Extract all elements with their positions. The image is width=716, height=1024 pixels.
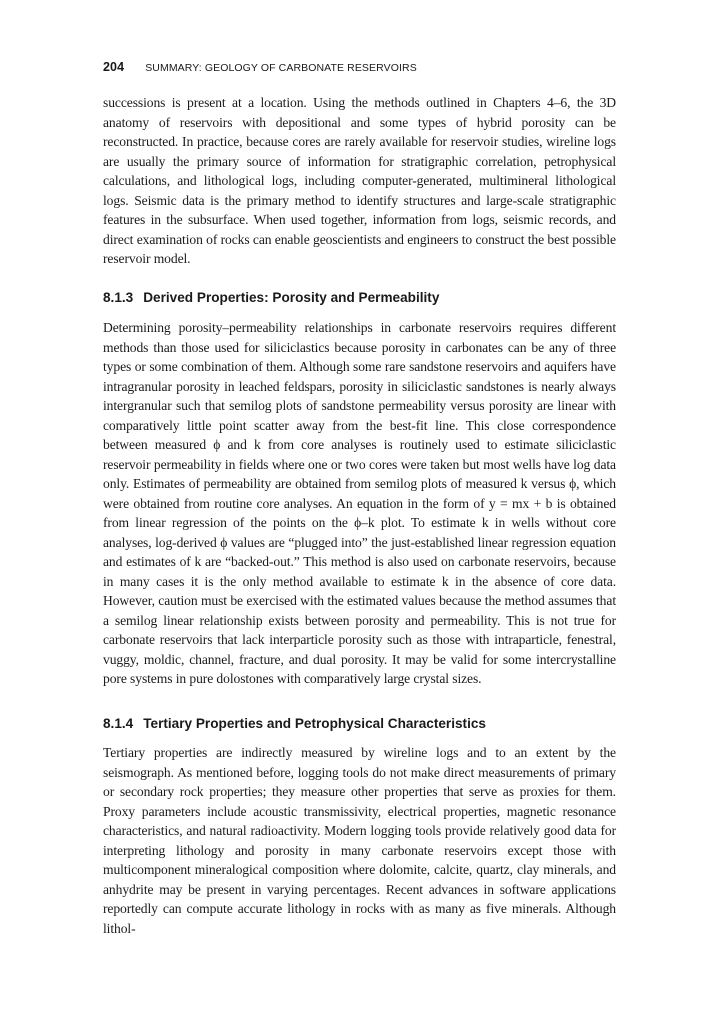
running-header [103, 60, 616, 74]
body-text-block [103, 743, 616, 938]
section-title: Tertiary Properties and Petrophysical Characteristics [143, 716, 486, 731]
running-title: SUMMARY: GEOLOGY OF CARBONATE RESERVOIRS [145, 62, 417, 74]
paragraph-porosity-permeability: Determining porosity–permeability relationships in carbonate reservoirs requires different methods than those used for siliciclastics because porosity in carbonates can be any of three types or some combination of them. Although some rare sandstone reservoirs and aquifers have intragranular porosity in leached feldspars, porosity in siliciclastic sandstones is nearly always intergranular such that semilog plots of sandstone permeability versus porosity are linear with comparatively little point scatter away from the best-fit line. This close correspondence between measured ϕ and k from core analyses is routinely used to estimate siliciclastic reservoir permeability in fields where one or two cores were taken but most wells have log data only. Estimates of permeability are obtained from semilog plots of measured k versus ϕ, which were obtained from routine core analyses. An equation in the form of y = mx + b is obtained from linear regression of the points on the ϕ–k plot. To estimate k in wells without core analyses, log-derived ϕ values are “plugged into” the just-established linear regression equation and estimates of k are “backed-out.” This method is also used on carbonate reservoirs, because in many cases it is the only method available to estimate k in the absence of core data. However, caution must be exercised with the estimated values because the method assumes that a semilog linear relationship exists between porosity and permeability. This is not true for carbonate reservoirs that lack interparticle porosity such as those with intraparticle, fenestral, vuggy, moldic, channel, fracture, and dual porosity. It may be valid for some intercrystalline pore systems in pure dolostones with comparatively large crystal sizes. [103, 320, 616, 686]
paragraph-continuation: successions is present at a location. Using the methods outlined in Chapters 4–6, the 3D anatomy of reservoirs with depositional and some types of hybrid porosity can be reconstructed. In practice, because cores are rarely available for reservoir studies, wireline logs are usually the primary source of information for stratigraphic correlation, petrophysical calculations, and lithological logs, including computer-generated, multimineral lithological logs. Seismic data is the primary method to identify structures and large-scale stratigraphic features in the subsurface. When used together, information from logs, seismic records, and direct examination of rocks can enable geoscientists and engineers to construct the best possible reservoir model. [103, 95, 616, 266]
section-number: 8.1.3 [103, 290, 134, 305]
body-text-block [103, 93, 616, 269]
section-heading-8-1-4 [103, 716, 486, 731]
page-number: 204 [103, 60, 125, 74]
section-title: Derived Properties: Porosity and Permeability [143, 290, 440, 305]
section-heading-8-1-3 [103, 290, 439, 305]
body-text-block [103, 318, 616, 689]
section-number: 8.1.4 [103, 716, 134, 731]
paragraph-tertiary-properties: Tertiary properties are indirectly measured by wireline logs and to an extent by the seismograph. As mentioned before, logging tools do not make direct measurements of primary or secondary rock properties; they measure other properties that serve as proxies for them. Proxy parameters include acoustic transmissivity, electrical properties, magnetic resonance characteristics, and natural radioactivity. Modern logging tools provide relatively good data for interpreting lithology and porosity in many carbonate reservoirs except those with multicomponent mineralogical composition where dolomite, calcite, quartz, clay minerals, and anhydrite may be present in varying percentages. Recent advances in software applications reportedly can compute accurate lithology in rocks with as many as five minerals. Although lithol- [103, 745, 616, 936]
